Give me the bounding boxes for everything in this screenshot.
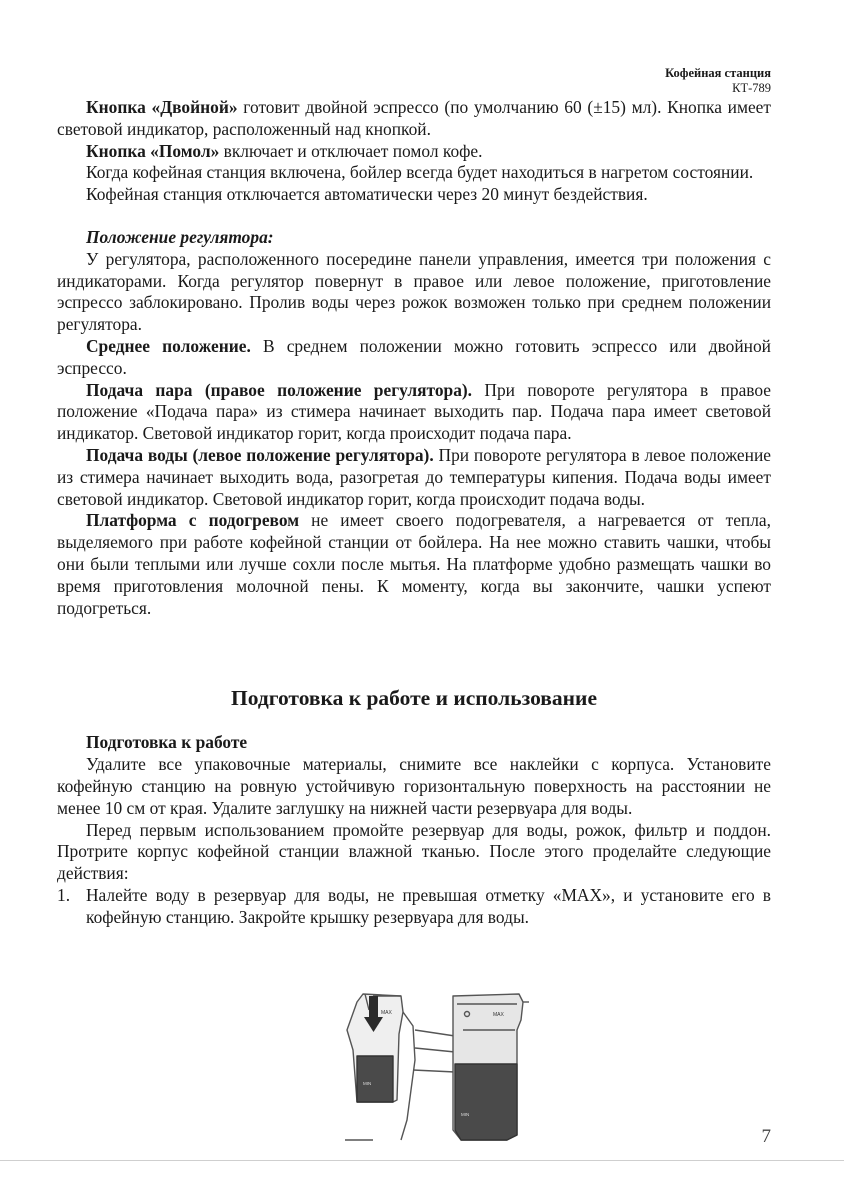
step-number: 1. — [57, 884, 71, 905]
paragraph-auto-off: Кофейная станция отключается автоматически через 20 минут бездействия. — [86, 184, 648, 205]
regulator-heading: Положение регулятора: — [86, 226, 274, 247]
page-number: 7 — [761, 1126, 771, 1147]
paragraph-unpack: Удалите все упаковочные материалы, снимите все наклейки с корпуса. Установите кофейную станцию на ровную устойчивую горизонтальную поверхность на расстоянии не менее 10 см от края. Удалите заглушку на нижней части резервуара для воды. — [57, 754, 771, 818]
warming-platform-text: не имеет своего подогревателя, а нагревается от тепла, выделяемого при работе кофейной станции от бойлера. На нее можно ставить чашки, чтобы они были теплыми или лучше сохли после мытья. На платформе удобно размещать чашки во время приготовления молочной пены. К моменту, когда вы закончите, чашки успеют подогреться. — [57, 510, 771, 618]
steam-text: При повороте регулятора в правое положение «Подача пара» из стимера начинает выходить пар. Подача пара имеет световой индикатор. Световой индикатор горит, когда происходит подача пара. — [57, 379, 772, 444]
page-content — [57, 97, 771, 929]
left-max-label: MAX — [381, 1010, 392, 1016]
double-button-term: Кнопка «Двойной» — [86, 97, 238, 117]
right-min-label: MIN — [461, 1112, 470, 1117]
middle-position-text: В среднем положении можно готовить эспрессо или двойной эспрессо. — [57, 335, 771, 378]
paragraph-double-button — [57, 97, 771, 141]
header-model: КТ-789 — [732, 81, 771, 95]
right-max-label: MAX — [493, 1012, 504, 1018]
left-min-label: MIN — [363, 1081, 372, 1086]
sub-heading: Подготовка к работе — [86, 732, 248, 753]
section-title: Подготовка к работе и использование — [231, 686, 597, 711]
water-tank-illustration — [343, 990, 529, 1145]
paragraph-regulator-intro: У регулятора, расположенного посередине панели управления, имеется три положения с индикаторами. Когда регулятор повернут в правое или левое положение, приготовление эспрессо заблокировано. Пролив воды через рожок возможен только при среднем положении регулятора. — [57, 248, 771, 335]
paragraph-middle-position — [57, 336, 771, 380]
right-tank — [453, 994, 529, 1140]
step-text: Налейте воду в резервуар для воды, не превышая отметку «MAX», и установите его в кофейную станцию. Закройте крышку резервуара для воды. — [86, 884, 771, 927]
water-term: Подача воды (левое положение регулятора). — [86, 444, 434, 465]
grind-button-term: Кнопка «Помол» — [86, 140, 220, 161]
paragraph-warming-platform — [57, 510, 771, 619]
paragraph-water — [57, 445, 771, 510]
steam-term: Подача пара (правое положение регулятора). — [86, 379, 473, 400]
grind-button-text: включает и отключает помол кофе. — [219, 140, 483, 161]
water-text: При повороте регулятора в левое положение из стимера начинает выходить вода, разогретая до температуры кипения. Подача воды имеет световой индикатор. Световой индикатор горит, когда происходит подача воды. — [57, 444, 771, 509]
paragraph-steam — [57, 380, 771, 445]
left-tank — [345, 994, 455, 1140]
bottom-divider — [0, 1160, 844, 1161]
page-header — [665, 66, 771, 96]
steps-list — [57, 885, 771, 929]
water-tank-drawing — [343, 990, 529, 1145]
warming-platform-term: Платформа с подогревом — [86, 510, 300, 531]
paragraph-grind-button — [57, 141, 771, 163]
header-title: Кофейная станция — [665, 66, 771, 80]
middle-position-term: Среднее положение. — [86, 335, 251, 356]
double-button-text: готовит двойной эспрессо (по умолчанию 60 (±15) мл). Кнопка имеет световой индикатор, расположенный над кнопкой. — [57, 97, 771, 139]
paragraph-first-use: Перед первым использованием промойте резервуар для воды, рожок, фильтр и поддон. Протрите корпус кофейной станции влажной тканью. После этого проделайте следующие действия: — [57, 819, 771, 884]
list-item — [57, 885, 771, 929]
paragraph-boiler: Когда кофейная станция включена, бойлер всегда будет находиться в нагретом состоянии. — [86, 162, 754, 183]
